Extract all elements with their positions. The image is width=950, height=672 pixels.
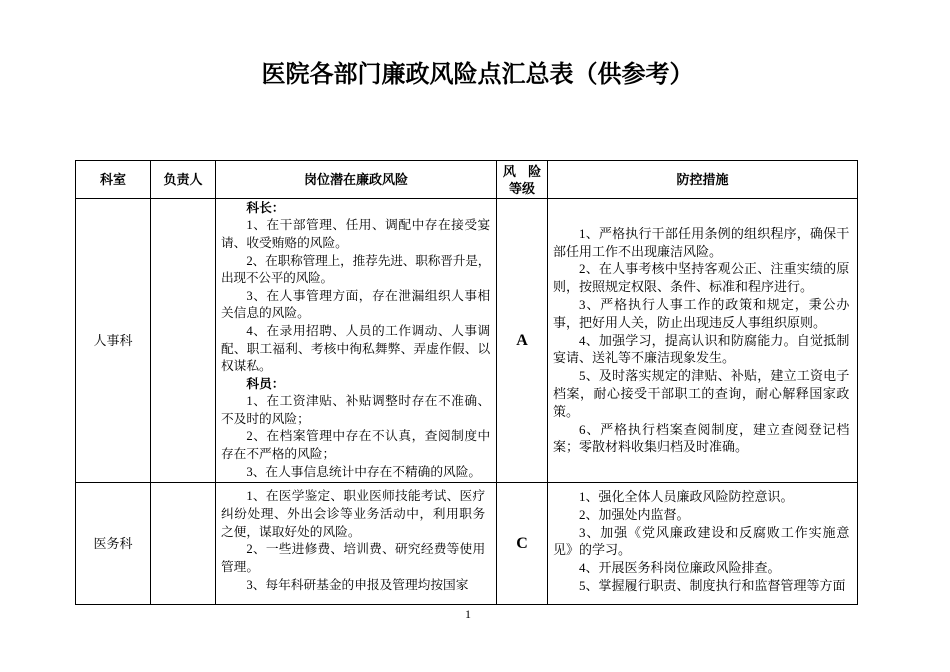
measure-item: 3、严格执行人事工作的政策和规定，秉公办事，把好用人关，防止出现违反人事组织原则。 [553, 297, 850, 330]
risk-item: 3、每年科研基金的申报及管理均按国家 [246, 577, 469, 592]
measure-item: 1、严格执行干部任用条例的组织程序，确保干部任用工作不出现廉洁风险。 [553, 225, 850, 259]
risk-item: 1、在医学鉴定、职业医师技能考试、医疗纠纷处理、外出会诊等业务活动中，利用职务之便，谋取好处的风险。 [221, 489, 486, 539]
header-risk-level-line1: 风 险 [502, 163, 542, 179]
page-number: 1 [465, 607, 471, 621]
measure-item: 5、掌握履行职责、制度执行和监督管理等方面 [579, 577, 846, 593]
risk-section-heading: 科员： [246, 376, 285, 391]
measure-item: 4、开展医务科岗位廉政风险排查。 [579, 560, 781, 576]
measure-item: 4、加强学习，提高认识和防腐能力。自觉抵制宴请、送礼等不廉洁现象发生。 [553, 332, 850, 366]
department-name: 人事科 [93, 333, 133, 348]
measure-item: 5、及时落实规定的津贴、补贴，建立工资电子档案，耐心接受干部职工的查询，耐心解释国家政策。 [553, 368, 850, 419]
header-owner: 负责人 [151, 161, 216, 199]
department-cell [76, 483, 151, 605]
department-cell [76, 199, 151, 483]
measure-item: 6、严格执行档案查阅制度，建立查阅登记档案；零散材料收集归档及时准确。 [553, 421, 850, 455]
document-title: 医院各部门廉政风险点汇总表（供参考） [261, 62, 694, 88]
department-name: 医务科 [93, 536, 133, 551]
risk-item: 2、在职称管理上，推荐先进、职称晋升是，出现不公平的风险。 [221, 253, 491, 286]
owner-cell [151, 483, 216, 605]
measures-list [553, 488, 849, 595]
measures-list [553, 225, 849, 456]
risk-level-value: A [516, 332, 528, 349]
risks-cell [216, 199, 497, 483]
header-department: 科室 [76, 161, 151, 199]
risk-item: 2、在档案管理中存在不认真，查阅制度中存在不严格的风险； [221, 429, 491, 462]
risk-level-cell [497, 483, 548, 605]
measure-item: 3、加强《党风廉政建设和反腐败工作实施意见》的学习。 [553, 524, 850, 558]
risks-list [221, 488, 485, 595]
risk-level-value: C [516, 535, 528, 552]
risk-section-heading: 科长： [246, 200, 285, 215]
owner-cell [151, 199, 216, 483]
header-measures: 防控措施 [548, 161, 858, 199]
risk-item: 4、在录用招聘、人员的工作调动、人事调配、职工福利、考核中徇私舞弊、弄虚作假、以权谋私。 [221, 323, 491, 374]
risk-summary-table [75, 160, 858, 605]
measures-cell [548, 483, 858, 605]
header-risk-level [497, 161, 548, 199]
header-risks: 岗位潜在廉政风险 [216, 161, 497, 199]
risk-item: 1、在工资津贴、补贴调整时存在不准确、不及时的风险； [221, 394, 491, 426]
header-risk-level-line2: 等级 [508, 180, 535, 196]
measures-cell [548, 199, 858, 483]
measure-item: 2、加强处内监督。 [579, 506, 690, 522]
risk-level-cell [497, 199, 548, 483]
risk-item: 1、在干部管理、任用、调配中存在接受宴请、收受贿赂的风险。 [221, 218, 491, 250]
measure-item: 2、在人事考核中坚持客观公正、注重实绩的原则，按照规定权限、条件、标准和程序进行。 [553, 261, 850, 295]
risks-list [221, 200, 490, 482]
risk-item: 3、在人事管理方面，存在泄漏组织人事相关信息的风险。 [221, 288, 491, 321]
measure-item: 1、强化全体人员廉政风险防控意识。 [579, 489, 794, 504]
risk-item: 3、在人事信息统计中存在不精确的风险。 [246, 464, 482, 479]
risks-cell [216, 483, 497, 605]
risk-item: 2、一些进修费、培训费、研究经费等使用管理。 [221, 542, 486, 575]
